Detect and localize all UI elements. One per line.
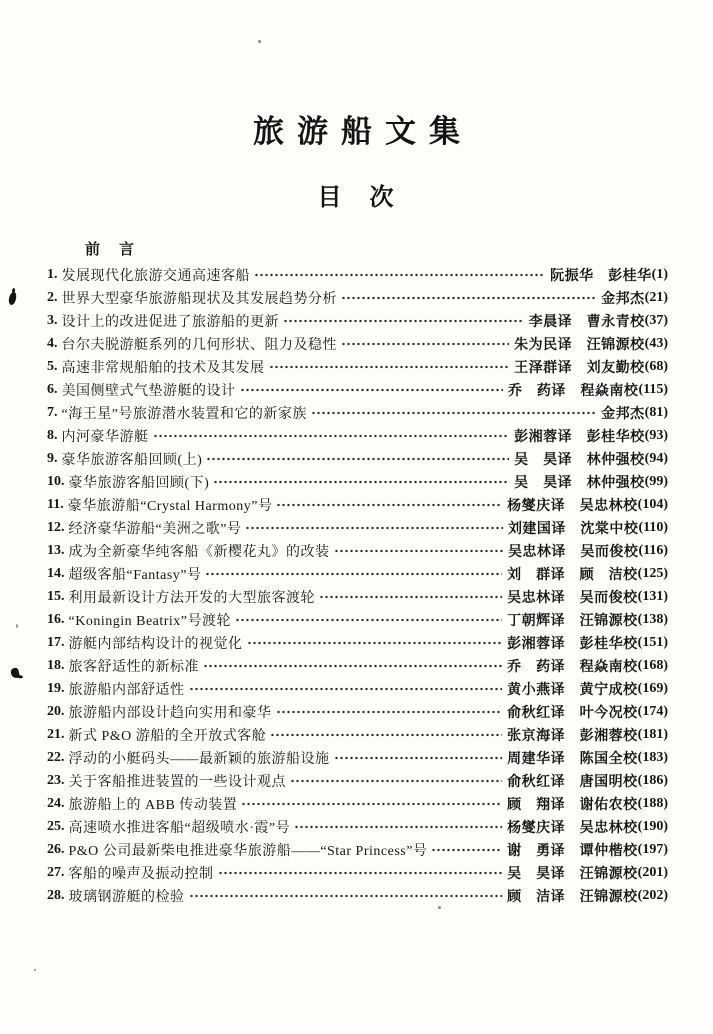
entry-page: (43) bbox=[644, 335, 668, 351]
entry-page: (174) bbox=[637, 703, 668, 719]
entry-title: P&O 公司最新柴电推进豪华旅游船——“Star Princess”号 bbox=[68, 843, 428, 859]
entry-page: (151) bbox=[637, 634, 668, 650]
toc-entry bbox=[47, 378, 668, 401]
toc-entry bbox=[47, 838, 668, 861]
dot-leader bbox=[218, 866, 503, 880]
entry-contributors: 黄小燕译 黄宁成校 bbox=[507, 682, 638, 698]
dot-leader bbox=[294, 820, 502, 834]
dot-leader bbox=[241, 797, 502, 811]
entry-number: 7. bbox=[47, 404, 58, 420]
entry-number: 4. bbox=[47, 335, 58, 351]
entry-number: 27. bbox=[47, 864, 65, 880]
entry-number: 23. bbox=[47, 772, 65, 788]
entry-page: (202) bbox=[637, 887, 668, 903]
toc-list bbox=[47, 263, 668, 907]
dot-leader bbox=[213, 475, 509, 489]
dot-leader bbox=[431, 843, 502, 857]
entry-title: 关于客船推进装置的一些设计观点 bbox=[68, 774, 286, 790]
entry-page: (190) bbox=[637, 818, 668, 834]
dot-leader bbox=[276, 705, 503, 719]
entry-title: 世界大型豪华旅游船现状及其发展趋势分析 bbox=[61, 291, 337, 307]
toc-entry bbox=[47, 608, 668, 631]
entry-title: 玻璃钢游艇的检验 bbox=[68, 889, 185, 905]
dot-leader bbox=[189, 682, 503, 696]
toc-entry bbox=[47, 700, 668, 723]
toc-entry bbox=[47, 562, 668, 585]
dot-leader bbox=[270, 728, 502, 742]
dot-leader bbox=[206, 452, 509, 466]
entry-title: 超级客船“Fantasy”号 bbox=[68, 567, 202, 583]
entry-page: (115) bbox=[638, 381, 668, 397]
entry-number: 11. bbox=[47, 496, 64, 512]
entry-contributors: 王泽群译 刘友勤校 bbox=[514, 360, 645, 376]
entry-contributors: 阮振华 彭桂华 bbox=[550, 268, 652, 284]
entry-contributors: 俞秋红译 叶今况校 bbox=[507, 705, 638, 721]
dust-speck bbox=[34, 969, 36, 971]
toc-entry bbox=[47, 470, 668, 493]
entry-number: 21. bbox=[47, 726, 65, 742]
toc-entry bbox=[47, 493, 668, 516]
entry-contributors: 顾 洁译 汪锦源校 bbox=[507, 889, 638, 905]
entry-title: 利用最新设计方法开发的大型旅客渡轮 bbox=[68, 590, 315, 606]
preface-label: 前 言 bbox=[85, 242, 137, 258]
toc-entry bbox=[47, 539, 668, 562]
dot-leader bbox=[153, 429, 510, 443]
entry-contributors: 吴 昊译 林仲强校 bbox=[514, 452, 645, 468]
entry-contributors: 金邦杰 bbox=[601, 291, 645, 307]
entry-contributors: 周建华译 陈国全校 bbox=[507, 751, 638, 767]
entry-title: 豪华旅游客船回顾(下) bbox=[68, 475, 210, 491]
entry-contributors: 吴 昊译 汪锦源校 bbox=[507, 866, 638, 882]
entry-page: (93) bbox=[644, 427, 668, 443]
entry-number: 5. bbox=[47, 358, 58, 374]
entry-contributors: 杨燮庆译 吴忠林校 bbox=[507, 498, 638, 514]
dot-leader bbox=[205, 567, 502, 581]
dot-leader bbox=[276, 498, 502, 512]
dot-leader bbox=[254, 268, 545, 282]
entry-number: 25. bbox=[47, 818, 65, 834]
entry-page: (197) bbox=[637, 841, 668, 857]
entry-title: 美国侧壁式气垫游艇的设计 bbox=[61, 383, 236, 399]
dot-leader bbox=[334, 544, 503, 558]
entry-contributors: 吴忠林译 吴而俊校 bbox=[507, 590, 638, 606]
entry-contributors: 金邦杰 bbox=[601, 406, 645, 422]
entry-contributors: 吴 昊译 林仲强校 bbox=[514, 475, 645, 491]
entry-title: 旅游船内部设计趋向实用和豪华 bbox=[68, 705, 272, 721]
dot-leader bbox=[341, 291, 596, 305]
entry-page: (81) bbox=[644, 404, 668, 420]
entry-contributors: 彭湘蓉译 彭桂华校 bbox=[514, 429, 645, 445]
entry-page: (186) bbox=[637, 772, 668, 788]
entry-number: 17. bbox=[47, 634, 65, 650]
entry-number: 3. bbox=[47, 312, 58, 328]
dot-leader bbox=[269, 360, 510, 374]
dot-leader bbox=[203, 659, 502, 673]
toc-entry bbox=[47, 516, 668, 539]
toc-entry bbox=[47, 309, 668, 332]
entry-title: 高速非常规船舶的技术及其发展 bbox=[61, 360, 265, 376]
toc-entry bbox=[47, 585, 668, 608]
entry-number: 10. bbox=[47, 473, 65, 489]
toc-entry bbox=[47, 631, 668, 654]
entry-number: 13. bbox=[47, 542, 65, 558]
entry-title: 高速喷水推进客船“超级喷水·霞”号 bbox=[68, 820, 291, 836]
dot-leader bbox=[334, 751, 503, 765]
dot-leader bbox=[319, 590, 502, 604]
toc-entry bbox=[47, 792, 668, 815]
entry-page: (94) bbox=[644, 450, 668, 466]
toc-entry bbox=[47, 424, 668, 447]
entry-title: 新式 P&O 游船的全开放式客舱 bbox=[68, 728, 267, 744]
dust-speck bbox=[258, 40, 261, 43]
entry-contributors: 顾 翔译 谢佑农校 bbox=[507, 797, 638, 813]
entry-contributors: 杨燮庆译 吴忠林校 bbox=[507, 820, 638, 836]
entry-contributors: 刘 群译 顾 洁校 bbox=[507, 567, 638, 583]
dot-leader bbox=[189, 889, 503, 903]
entry-title: 浮动的小艇码头——最新颖的旅游船设施 bbox=[68, 751, 330, 767]
entry-number: 1. bbox=[47, 266, 58, 282]
entry-title: 旅游船内部舒适性 bbox=[68, 682, 185, 698]
entry-page: (138) bbox=[637, 611, 668, 627]
toc-entry bbox=[47, 332, 668, 355]
entry-title: 豪华旅游客船回顾(上) bbox=[61, 452, 203, 468]
toc-heading: 目 次 bbox=[317, 185, 396, 211]
toc-entry bbox=[47, 884, 668, 907]
toc-entry bbox=[47, 861, 668, 884]
entry-contributors: 乔 药译 程焱南校 bbox=[507, 383, 639, 399]
entry-title: 内河豪华游艇 bbox=[61, 429, 149, 445]
dot-leader bbox=[240, 383, 503, 397]
dot-leader bbox=[341, 337, 509, 351]
entry-contributors: 吴忠林译 吴而俊校 bbox=[507, 544, 639, 560]
entry-page: (1) bbox=[651, 266, 668, 282]
entry-title: 成为全新豪华纯客船《新樱花丸》的改装 bbox=[68, 544, 330, 560]
entry-title: 旅客舒适性的新标准 bbox=[68, 659, 199, 675]
dot-leader bbox=[283, 314, 524, 328]
toc-entry bbox=[47, 401, 668, 424]
entry-page: (99) bbox=[644, 473, 668, 489]
entry-page: (183) bbox=[637, 749, 668, 765]
entry-title: 发展现代化旅游交通高速客船 bbox=[61, 268, 250, 284]
dot-leader bbox=[235, 613, 502, 627]
entry-page: (68) bbox=[644, 358, 668, 374]
entry-number: 12. bbox=[47, 519, 65, 535]
entry-number: 22. bbox=[47, 749, 65, 765]
entry-title: 经济豪华游船“美洲之歌”号 bbox=[68, 521, 242, 537]
entry-page: (201) bbox=[637, 864, 668, 880]
entry-number: 6. bbox=[47, 381, 58, 397]
toc-entry bbox=[47, 447, 668, 470]
entry-number: 28. bbox=[47, 887, 65, 903]
entry-page: (181) bbox=[637, 726, 668, 742]
entry-contributors: 俞秋红译 唐国明校 bbox=[507, 774, 638, 790]
entry-number: 2. bbox=[47, 289, 58, 305]
entry-page: (104) bbox=[637, 496, 668, 512]
entry-title: 客船的噪声及振动控制 bbox=[68, 866, 214, 882]
entry-number: 9. bbox=[47, 450, 58, 466]
toc-entry bbox=[47, 723, 668, 746]
toc-entry bbox=[47, 654, 668, 677]
entry-contributors: 朱为民译 汪锦源校 bbox=[514, 337, 645, 353]
entry-number: 19. bbox=[47, 680, 65, 696]
toc-content bbox=[0, 238, 713, 907]
entry-page: (188) bbox=[637, 795, 668, 811]
entry-number: 16. bbox=[47, 611, 65, 627]
toc-entry bbox=[47, 815, 668, 838]
entry-title: 游艇内部结构设计的视觉化 bbox=[68, 636, 243, 652]
entry-contributors: 彭湘蓉译 彭桂华校 bbox=[507, 636, 638, 652]
entry-number: 24. bbox=[47, 795, 65, 811]
entry-page: (37) bbox=[644, 312, 668, 328]
dot-leader bbox=[245, 521, 503, 535]
entry-contributors: 丁朝辉译 汪锦源校 bbox=[507, 613, 638, 629]
entry-title: “Koningin Beatrix”号渡轮 bbox=[68, 613, 232, 629]
entry-number: 14. bbox=[47, 565, 65, 581]
entry-number: 26. bbox=[47, 841, 65, 857]
entry-contributors: 乔 药译 程焱南校 bbox=[507, 659, 638, 675]
dot-leader bbox=[311, 406, 596, 420]
entry-page: (110) bbox=[638, 519, 668, 535]
dust-speck bbox=[16, 624, 18, 628]
dot-leader bbox=[247, 636, 503, 650]
entry-number: 15. bbox=[47, 588, 65, 604]
toc-entry bbox=[47, 769, 668, 792]
book-title: 旅游船文集 bbox=[253, 114, 473, 149]
entry-title: “海王星”号旅游潜水装置和它的新家族 bbox=[61, 406, 307, 422]
entry-contributors: 张京海译 彭湘蓉校 bbox=[507, 728, 638, 744]
entry-contributors: 李晨译 曹永青校 bbox=[528, 314, 645, 330]
entry-page: (169) bbox=[637, 680, 668, 696]
entry-contributors: 谢 勇译 谭仲楷校 bbox=[507, 843, 638, 859]
toc-entry bbox=[47, 746, 668, 769]
entry-number: 18. bbox=[47, 657, 65, 673]
entry-page: (21) bbox=[644, 289, 668, 305]
toc-entry bbox=[47, 677, 668, 700]
entry-page: (116) bbox=[638, 542, 668, 558]
entry-page: (168) bbox=[637, 657, 668, 673]
entry-page: (125) bbox=[637, 565, 668, 581]
entry-title: 台尔夫脱游艇系列的几何形状、阻力及稳性 bbox=[61, 337, 337, 353]
entry-number: 20. bbox=[47, 703, 65, 719]
entry-contributors: 刘建国译 沈棠中校 bbox=[507, 521, 639, 537]
dust-speck bbox=[438, 906, 441, 909]
toc-entry bbox=[47, 286, 668, 309]
toc-entry bbox=[47, 263, 668, 286]
entry-number: 8. bbox=[47, 427, 58, 443]
entry-title: 设计上的改进促进了旅游船的更新 bbox=[61, 314, 279, 330]
entry-title: 豪华旅游船“Crystal Harmony”号 bbox=[67, 498, 273, 514]
entry-title: 旅游船上的 ABB 传动装置 bbox=[68, 797, 238, 813]
dot-leader bbox=[290, 774, 502, 788]
entry-page: (131) bbox=[637, 588, 668, 604]
toc-entry bbox=[47, 355, 668, 378]
